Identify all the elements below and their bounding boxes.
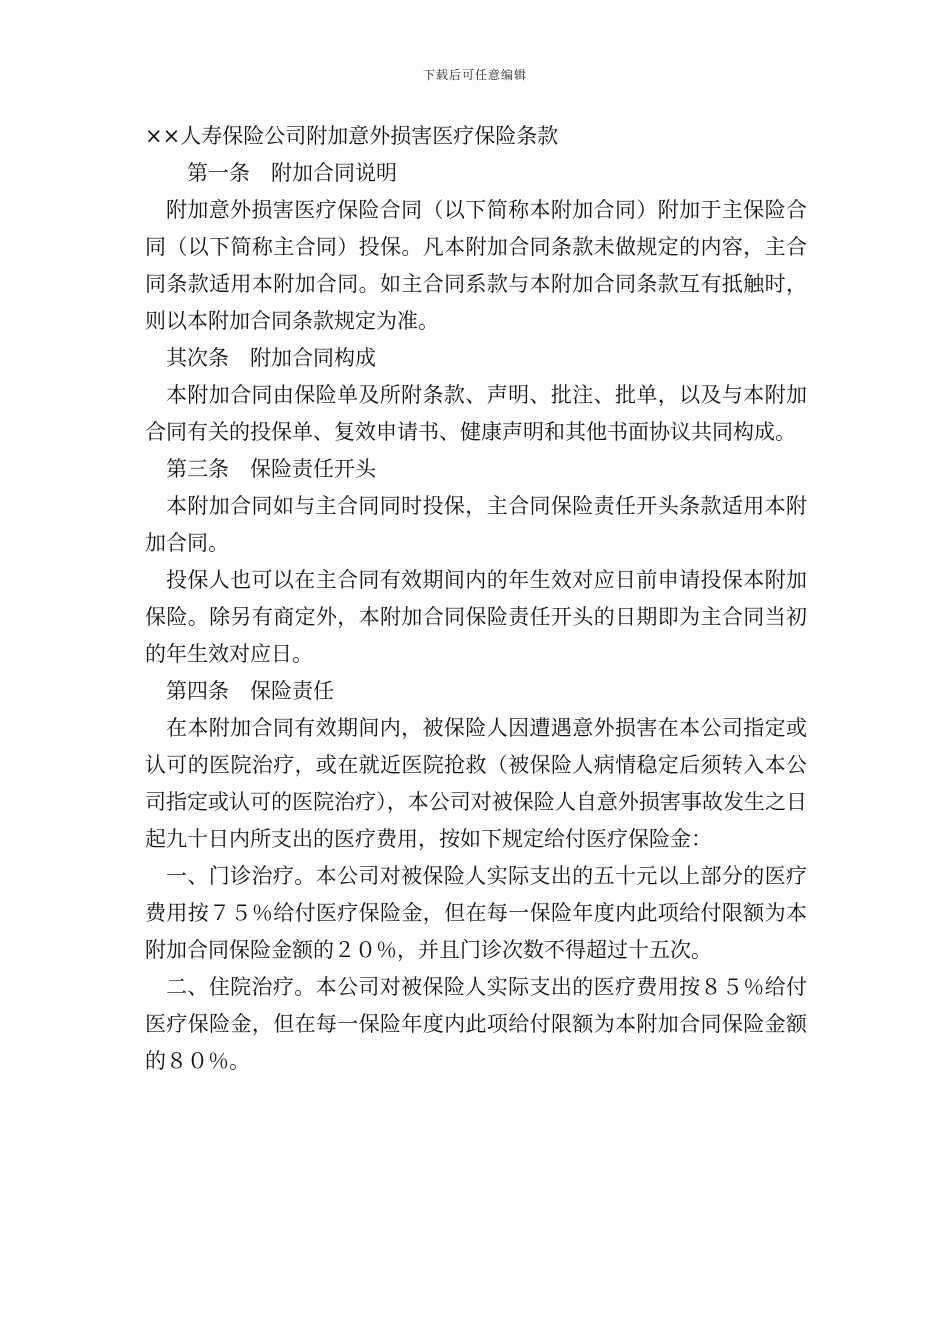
article-3-heading: 第三条 保险责任开头 bbox=[166, 457, 376, 481]
article-3-paragraph-2: 投保人也可以在主合同有效期间内的年生效对应日前申请投保本附加保险。除另有商定外，本附加合同保险责任开头的日期即为主合同当初的年生效对应日。 bbox=[145, 568, 807, 666]
document-title: ××人寿保险公司附加意外损害医疗保险条款 bbox=[145, 124, 559, 148]
article-4-paragraph-1: 在本附加合同有效期间内，被保险人因遭遇意外损害在本公司指定或认可的医院治疗，或在就近医院抢救（被保险人病情稳定后须转入本公司指定或认可的医院治疗），本公司对被保险人自意外损害事故发生之日起九十日内所支出的医疗费用，按如下规定给付医疗保险金： bbox=[145, 716, 807, 851]
article-3-paragraph-1: 本附加合同如与主合同同时投保，主合同保险责任开头条款适用本附加合同。 bbox=[145, 494, 807, 555]
article-4-paragraph-2: 一、门诊治疗。本公司对被保险人实际支出的五十元以上部分的医疗费用按７５％给付医疗保险金，但在每一保险年度内此项给付限额为本附加合同保险金额的２０％，并且门诊次数不得超过十五次。 bbox=[145, 864, 807, 962]
article-1-heading: 第一条 附加合同说明 bbox=[187, 161, 397, 185]
document-body bbox=[145, 118, 807, 1080]
article-1-paragraph-1: 附加意外损害医疗保险合同（以下简称本附加合同）附加于主保险合同（以下简称主合同）投保。凡本附加合同条款未做规定的内容，主合同条款适用本附加合同。如主合同系款与本附加合同条款互有抵触时，则以本附加合同条款规定为准。 bbox=[145, 198, 807, 333]
article-2-heading: 其次条 附加合同构成 bbox=[166, 346, 376, 370]
article-4-heading: 第四条 保险责任 bbox=[166, 679, 334, 703]
header-note: 下载后可任意编辑 bbox=[422, 68, 527, 82]
article-2-paragraph-1: 本附加合同由保险单及所附条款、声明、批注、批单，以及与本附加合同有关的投保单、复效申请书、健康声明和其他书面协议共同构成。 bbox=[145, 383, 807, 444]
article-4-paragraph-3: 二、住院治疗。本公司对被保险人实际支出的医疗费用按８５％给付医疗保险金，但在每一保险年度内此项给付限额为本附加合同保险金额的８０％。 bbox=[145, 975, 807, 1073]
